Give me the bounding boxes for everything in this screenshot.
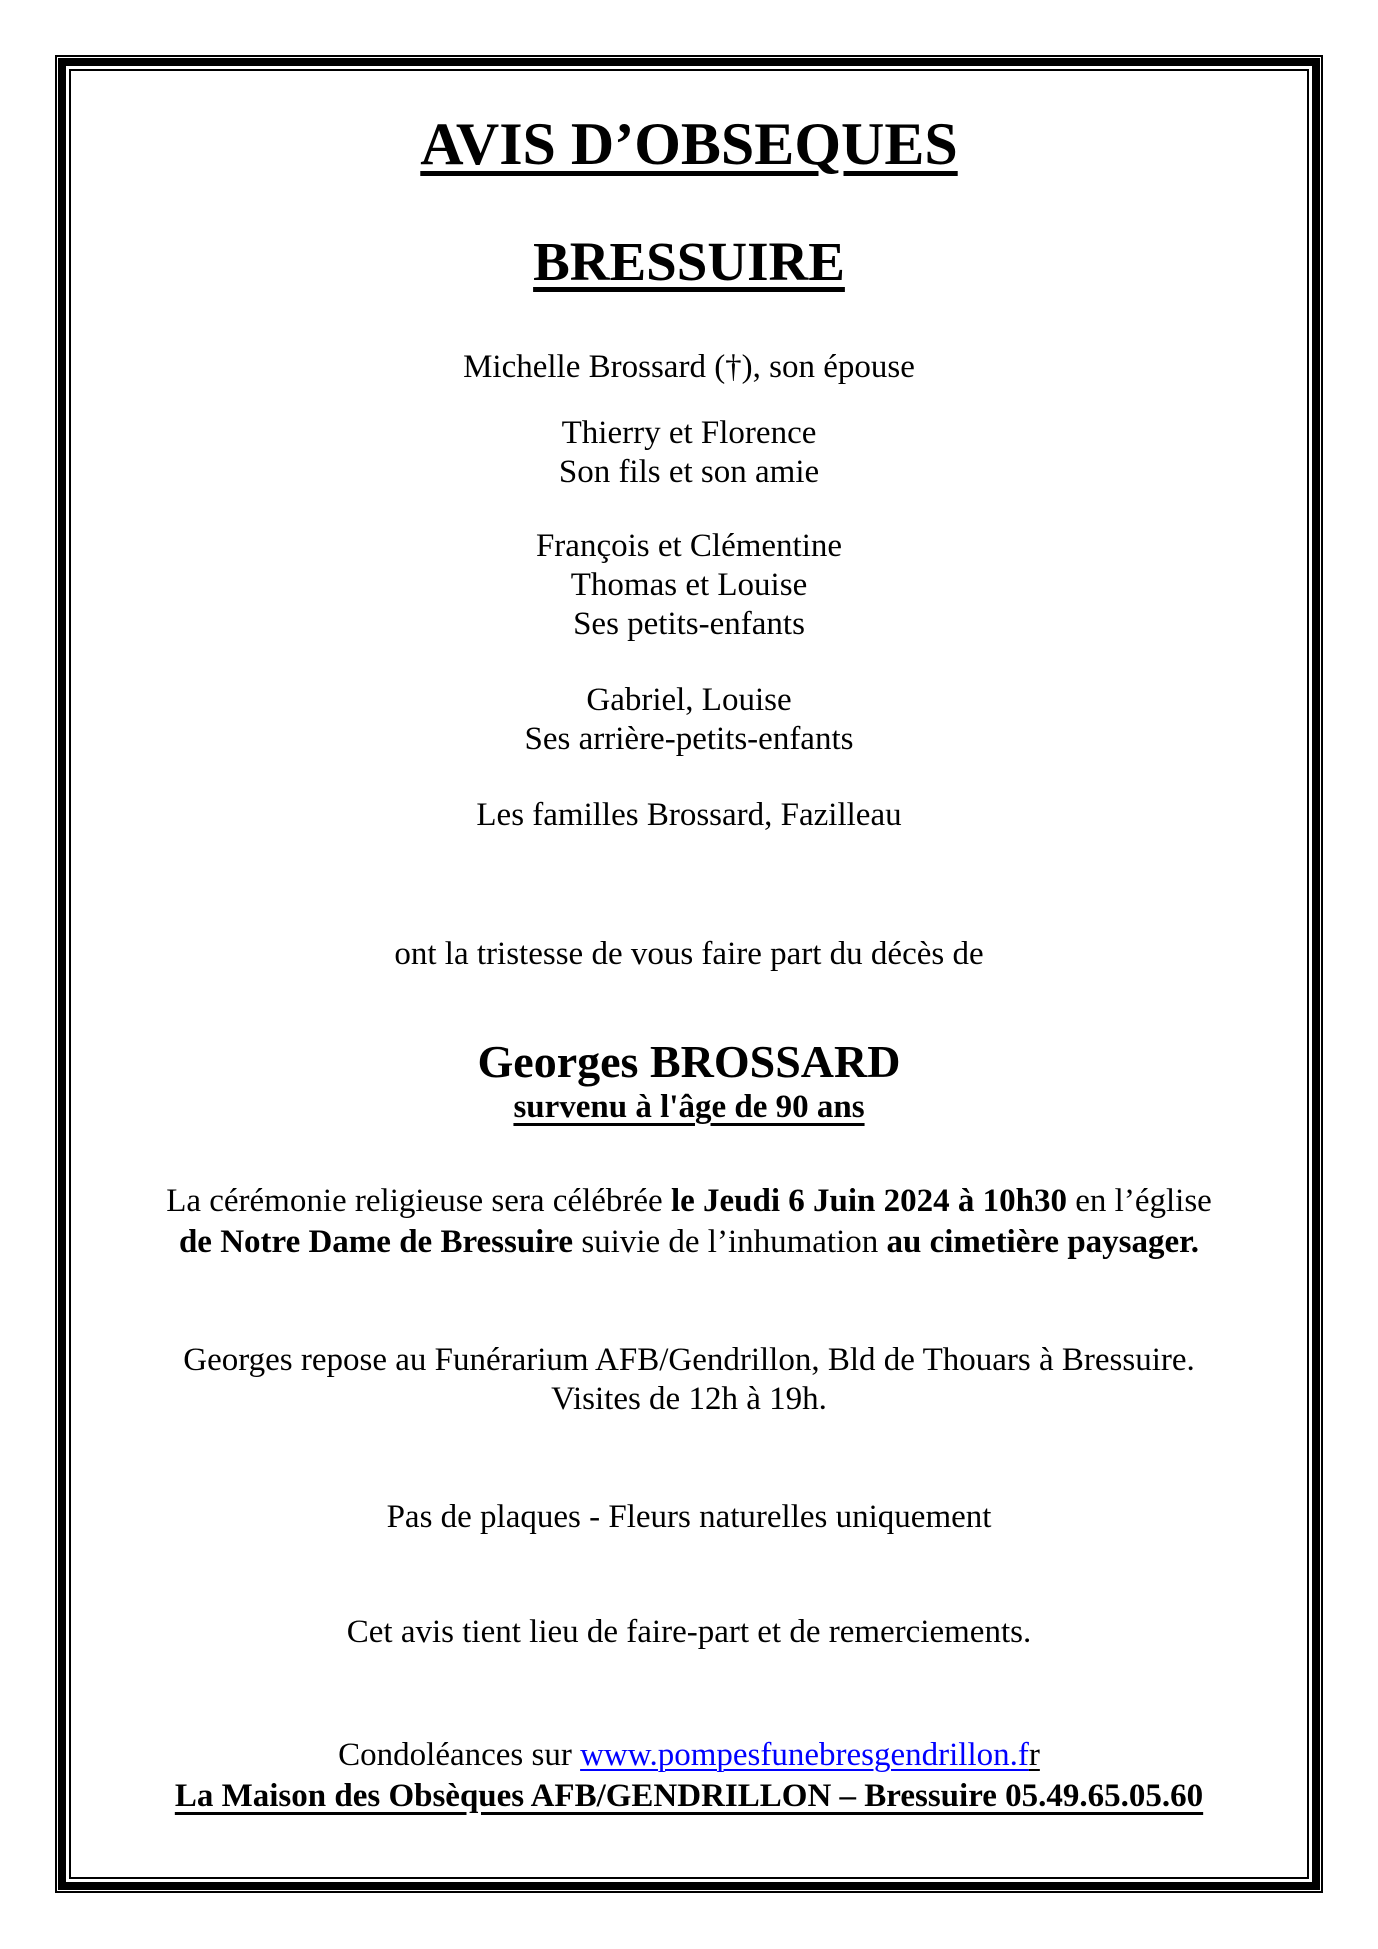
deceased-age-text: survenu à l'âge de 90 ans (513, 1089, 865, 1125)
condolences-line (71, 1736, 1307, 1775)
families-line: Les familles Brossard, Fazilleau (476, 797, 902, 833)
page-title (71, 111, 1307, 177)
faire-part-line: Cet avis tient lieu de faire-part et de remerciements. (346, 1614, 1032, 1650)
grandchildren-group (71, 527, 1307, 644)
ceremony-text: en l’église (1067, 1183, 1212, 1219)
ceremony-church: de Notre Dame de Bressuire (178, 1224, 574, 1260)
page-border-inner (69, 69, 1309, 1879)
family-line: Ses arrière-petits-enfants (524, 721, 854, 757)
company-line (71, 1777, 1307, 1816)
spouse-line: Michelle Brossard (†), son épouse (463, 349, 915, 385)
ceremony-paragraph (71, 1181, 1307, 1263)
visits-line: Visites de 12h à 19h. (551, 1381, 827, 1417)
repose-block (71, 1341, 1307, 1419)
city-heading-text: BRESSUIRE (533, 231, 845, 292)
great-grandchildren-group (71, 681, 1307, 759)
page-title-text: AVIS D’OBSEQUES (420, 111, 958, 177)
ceremony-text: suivie de l’inhumation (573, 1224, 887, 1260)
ceremony-date-time: le Jeudi 6 Juin 2024 à 10h30 (670, 1183, 1068, 1219)
page-border-outer (55, 55, 1323, 1893)
announcement-intro: ont la tristesse de vous faire part du décès de (394, 936, 984, 972)
city-heading (71, 232, 1307, 292)
deceased-age-line (71, 1088, 1307, 1127)
deceased-name: Georges BROSSARD (477, 1036, 901, 1087)
son-group (71, 414, 1307, 492)
notice-content (71, 71, 1307, 1877)
company-line-text: La Maison des Obsèques AFB/GENDRILLON – Bressuire 05.49.65.05.60 (174, 1778, 1204, 1814)
flowers-line: Pas de plaques - Fleurs naturelles uniquement (386, 1499, 992, 1535)
website-link[interactable]: www.pompesfunebresgendrillon.f (580, 1737, 1029, 1773)
family-line: Ses petits-enfants (573, 606, 805, 642)
condolences-prefix: Condoléances sur (338, 1737, 581, 1773)
family-line: François et Clémentine (535, 528, 843, 564)
family-line: Gabriel, Louise (586, 682, 792, 718)
repose-line: Georges repose au Funérarium AFB/Gendrillon, Bld de Thouars à Bressuire. (183, 1342, 1195, 1378)
family-line: Thomas et Louise (570, 567, 808, 603)
website-link-tail: r (1028, 1737, 1040, 1773)
ceremony-line-1 (71, 1181, 1307, 1222)
ceremony-text: La cérémonie religieuse sera célébrée (166, 1183, 671, 1219)
family-line: Son fils et son amie (558, 454, 820, 490)
page-border-thick (58, 58, 1320, 1890)
family-line: Thierry et Florence (561, 415, 817, 451)
ceremony-cemetery: au cimetière paysager. (886, 1224, 1200, 1260)
ceremony-line-2 (71, 1222, 1307, 1263)
